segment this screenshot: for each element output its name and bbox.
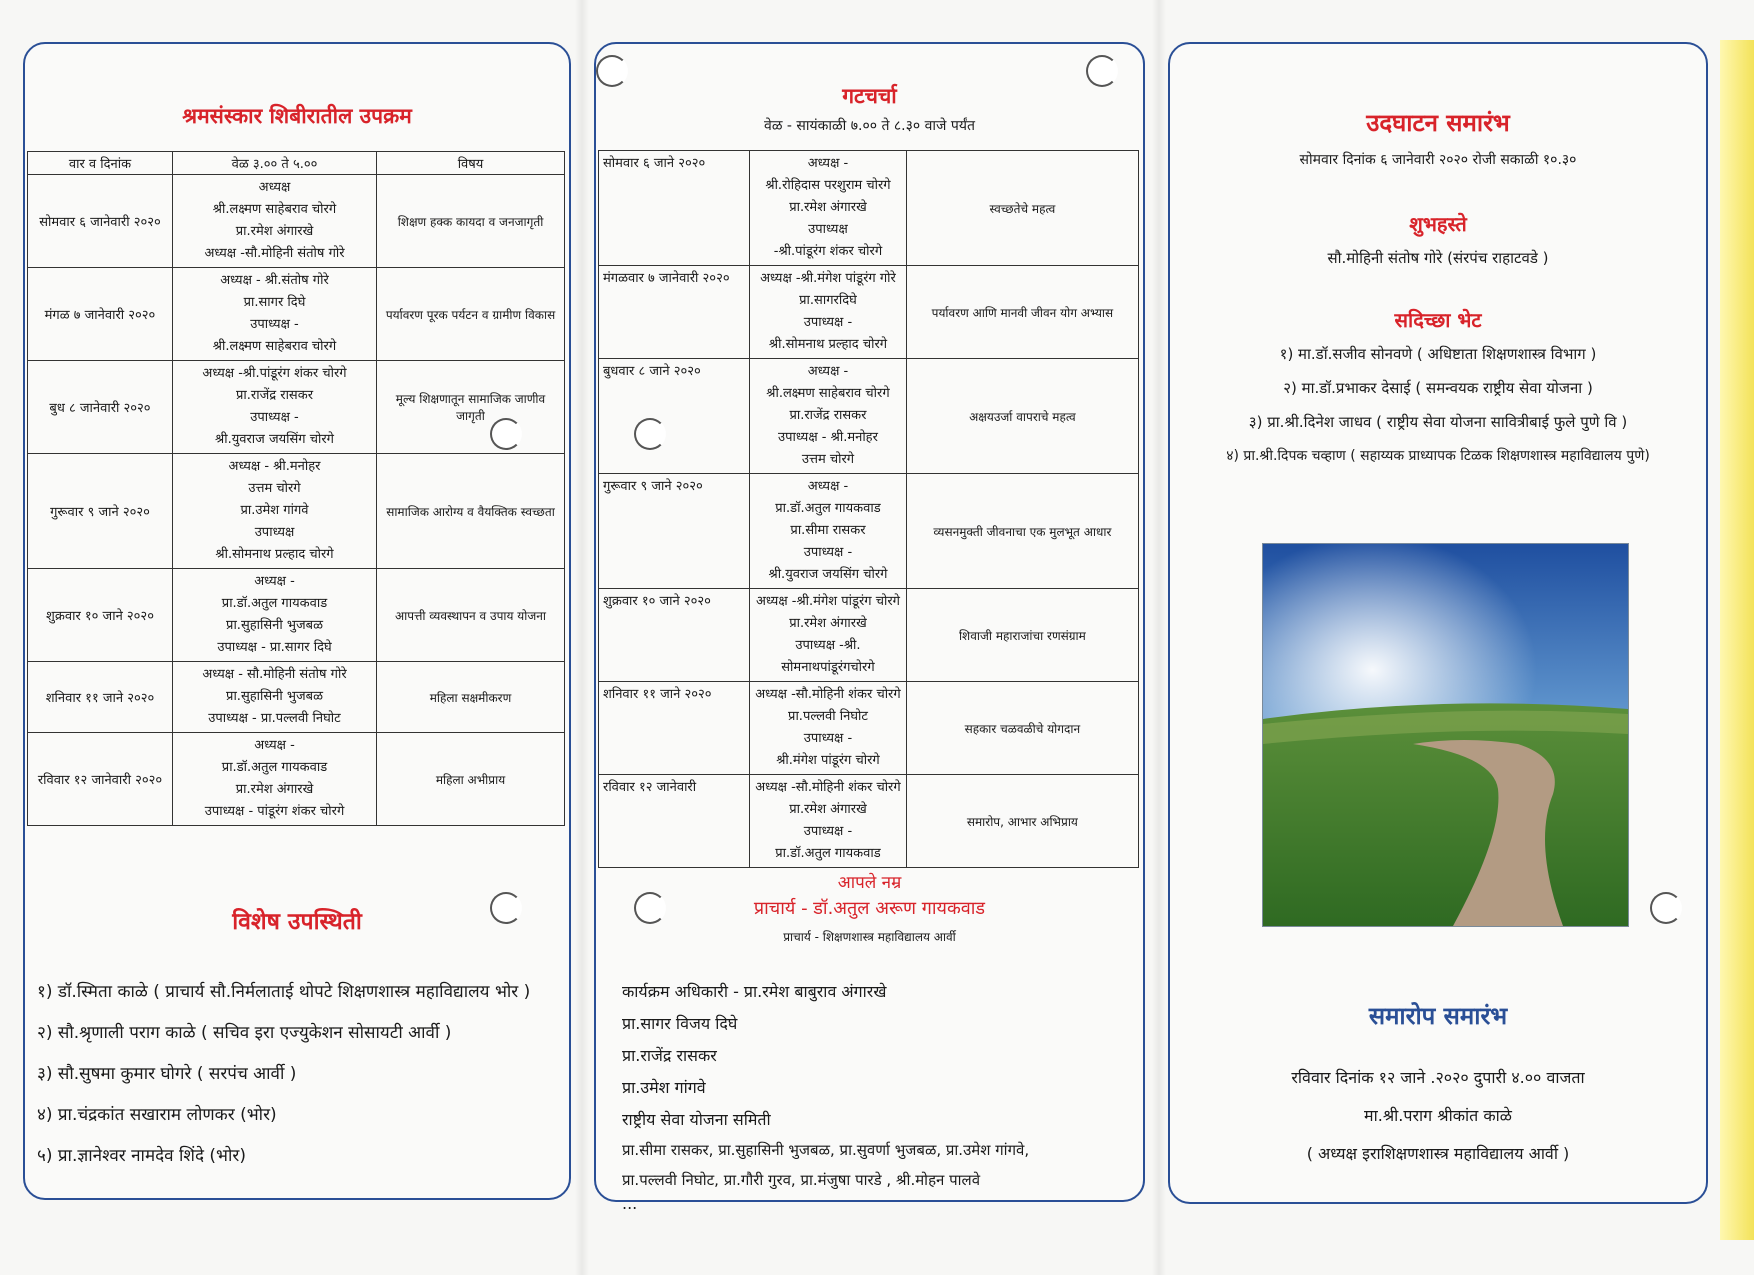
cell-people <box>172 175 376 268</box>
person-line: अध्यक्ष -श्री.मंगेश पांडूरंग गोरे <box>760 271 896 286</box>
special-item: ४) प्रा.चंद्रकांत सखाराम लोणकर (भोर) <box>37 1105 277 1125</box>
discussion-table-body <box>599 151 1139 868</box>
person-line: श्री.मंगेश पांडूरंग चोरगे <box>776 753 880 768</box>
officer-line: ... <box>622 1194 638 1213</box>
visit-item: ३) प्रा.श्री.दिनेश जाधव ( राष्ट्रीय सेवा योजना सावित्रीबाई फुले पुणे वि ) <box>1248 413 1628 431</box>
table-row <box>599 775 1139 868</box>
opening-when: सोमवार दिनांक ६ जानेवारी २०२० रोजी सकाळी १०.३० <box>1299 152 1577 168</box>
table-row <box>599 474 1139 589</box>
table-row <box>28 268 565 361</box>
person-line: -श्री.पांडूरंग शंकर चोरगे <box>773 244 883 259</box>
table-row <box>28 569 565 662</box>
table-row <box>28 454 565 569</box>
person-line: अध्यक्ष - श्री.मनोहर <box>228 459 321 474</box>
special-item: २) सौ.श्रृणाली पराग काळे ( सचिव इरा एज्युकेशन सोसायटी आर्वी ) <box>37 1023 452 1043</box>
special-list <box>37 979 530 1184</box>
officer-line: प्रा.राजेंद्र रासकर <box>622 1046 717 1065</box>
table-row <box>28 662 565 733</box>
punch-hole <box>1086 55 1118 87</box>
cell-day: शुक्रवार १० जाने २०२० <box>28 569 173 662</box>
punch-hole <box>596 55 628 87</box>
yellow-edge <box>1720 40 1754 1240</box>
cell-topic: व्यसनमुक्ती जीवनाचा एक मुलभूत आधार <box>906 474 1138 589</box>
cell-people <box>750 151 907 266</box>
person-line: सोमनाथपांडूरंगचोरगे <box>781 660 875 675</box>
person-line: उत्तम चोरगे <box>248 481 301 496</box>
panel-discussion <box>594 42 1145 1213</box>
person-line: प्रा.सीमा रासकर <box>790 523 866 538</box>
closing-role: ( अध्यक्ष इराशिक्षणशास्त्र महाविद्यालय आर्वी ) <box>1306 1144 1570 1163</box>
discussion-subtitle: वेळ - सायंकाळी ७.०० ते ८.३० वाजे पर्यंत <box>764 118 975 134</box>
hands-title: शुभहस्ते <box>1409 212 1467 236</box>
cell-day: मंगळ ७ जानेवारी २०२० <box>28 268 173 361</box>
person-line: प्रा.उमेश गांगवे <box>240 503 309 518</box>
person-line: उपाध्यक्ष <box>254 525 295 540</box>
cell-people <box>750 682 907 775</box>
cell-people <box>172 454 376 569</box>
person-line: प्रा.डॉ.अतुल गायकवाड <box>221 596 328 611</box>
person-line: प्रा.डॉ.अतुल गायकवाड <box>221 760 328 775</box>
closing-when: रविवार दिनांक १२ जाने .२०२० दुपारी ४.०० वाजता <box>1291 1068 1585 1087</box>
person-line: प्रा.रमेश अंगारखे <box>235 782 314 797</box>
cell-topic: पर्यावरण पूरक पर्यटन व ग्रामीण विकास <box>377 268 565 361</box>
officer-line: प्रा.सागर विजय दिघे <box>622 1014 738 1033</box>
cell-day: शनिवार ११ जाने २०२० <box>599 682 750 775</box>
person-line: उपाध्यक्ष - <box>803 545 853 560</box>
cell-topic: मूल्य शिक्षणातून सामाजिक जाणीव जागृती <box>377 361 565 454</box>
person-line: प्रा.सागर दिघे <box>243 295 306 310</box>
cell-people <box>750 775 907 868</box>
special-title: विशेष उपस्थिती <box>232 909 362 935</box>
col-header-topic: विषय <box>377 152 565 175</box>
opening-title: उदघाटन समारंभ <box>1366 109 1510 137</box>
table-row <box>28 733 565 826</box>
activities-title: श्रमसंस्कार शिबीरातील उपक्रम <box>182 104 412 128</box>
cell-topic: सहकार चळवळीचे योगदान <box>906 682 1138 775</box>
visit-title: सदिच्छा भेट <box>1394 308 1482 332</box>
person-line: प्रा.सुहासिनी भुजबळ <box>226 689 323 704</box>
person-line: उपाध्यक्ष - <box>250 410 299 425</box>
person-line: उपाध्यक्ष - श्री.मनोहर <box>778 430 878 445</box>
person-line: प्रा.सुहासिनी भुजबळ <box>226 618 323 633</box>
cell-topic: स्वच्छतेचे महत्व <box>906 151 1138 266</box>
person-line: उपाध्यक्ष - प्रा.सागर दिघे <box>217 640 332 655</box>
person-line: अध्यक्ष -सौ.मोहिनी शंकर चोरगे <box>755 780 901 795</box>
table-row <box>28 361 565 454</box>
person-line: श्री.लक्ष्मण साहेबराव चोरगे <box>212 202 337 217</box>
closing-info <box>1170 1066 1706 1164</box>
closing-title: समारोप समारंभ <box>1368 1002 1508 1030</box>
person-line: उपाध्यक्ष - <box>803 824 853 839</box>
cell-people <box>172 268 376 361</box>
fold-line-right <box>1152 0 1166 1275</box>
activities-table <box>27 151 565 826</box>
person-line: श्री.लक्ष्मण साहेबराव चोरगे <box>212 339 337 354</box>
hands-name: सौ.मोहिनी संतोष गोरे (संरपंच राहाटवडे ) <box>1327 249 1549 267</box>
special-item: १) डॉ.स्मिता काळे ( प्राचार्य सौ.निर्मलाताई थोपटे शिक्षणशास्त्र महाविद्यालय भोर ) <box>37 982 531 1002</box>
cell-people <box>750 359 907 474</box>
closing-chief: मा.श्री.पराग श्रीकांत काळे <box>1364 1106 1512 1125</box>
cell-day: रविवार १२ जानेवारी <box>599 775 750 868</box>
road-landscape-image <box>1262 543 1629 927</box>
sign-label: आपले नम्र <box>837 873 902 893</box>
person-line: श्री.सोमनाथ प्रल्हाद चोरगे <box>215 547 334 562</box>
table-row <box>599 266 1139 359</box>
person-line: उपाध्यक्ष - <box>250 317 299 332</box>
cell-day: शुक्रवार १० जाने २०२० <box>599 589 750 682</box>
officer-line: प्रा.पल्लवी निघोट, प्रा.गौरी गुरव, प्रा.मंजुषा पारडे , श्री.मोहन पालवे <box>622 1171 981 1189</box>
sign-name: प्राचार्य - डॉ.अतुल अरूण गायकवाड <box>753 898 986 919</box>
cell-topic: सामाजिक आरोग्य व वैयक्तिक स्वच्छता <box>377 454 565 569</box>
table-row <box>28 175 565 268</box>
table-row <box>599 151 1139 266</box>
cell-day: रविवार १२ जानेवारी २०२० <box>28 733 173 826</box>
person-line: श्री.सोमनाथ प्रल्हाद चोरगे <box>768 337 888 352</box>
person-line: प्रा.रमेश अंगारखे <box>789 802 867 817</box>
person-line: अध्यक्ष - सौ.मोहिनी संतोष गोरे <box>202 667 347 682</box>
punch-hole <box>1650 892 1682 924</box>
cell-topic: शिक्षण हक्क कायदा व जनजागृती <box>377 175 565 268</box>
cell-people <box>172 733 376 826</box>
punch-hole <box>490 418 522 450</box>
person-line: श्री.युवराज जयसिंग चोरगे <box>215 432 334 447</box>
person-line: प्रा.डॉ.अतुल गायकवाड <box>775 501 881 516</box>
person-line: अध्यक्ष - श्री.संतोष गोरे <box>220 273 329 288</box>
col-header-time: वेळ ३.०० ते ५.०० <box>172 152 376 175</box>
visit-item: १) मा.डॉ.सजीव सोनवणे ( अधिष्टाता शिक्षणशास्त्र विभाग ) <box>1279 345 1597 363</box>
activities-table-body <box>28 175 565 826</box>
cell-day: शनिवार ११ जाने २०२० <box>28 662 173 733</box>
table-row <box>599 589 1139 682</box>
person-line: प्रा.राजेंद्र रासकर <box>235 388 314 403</box>
cell-day: सोमवार ६ जानेवारी २०२० <box>28 175 173 268</box>
cell-topic: अक्षयउर्जा वापराचे महत्व <box>906 359 1138 474</box>
person-line: प्रा.रमेश अंगारखे <box>235 224 314 239</box>
cell-topic: महिला अभीप्राय <box>377 733 565 826</box>
person-line: उपाध्यक्ष - प्रा.पल्लवी निघोट <box>208 711 341 726</box>
person-line: उपाध्यक्ष -श्री. <box>795 638 861 653</box>
person-line: उपाध्यक्ष - <box>803 731 853 746</box>
cell-day: बुधवार ८ जाने २०२० <box>599 359 750 474</box>
special-item: ३) सौ.सुषमा कुमार घोगरे ( सरपंच आर्वी ) <box>37 1064 297 1084</box>
person-line: श्री.लक्ष्मण साहेबराव चोरगे <box>766 386 890 401</box>
person-line: अध्यक्ष <box>258 180 291 195</box>
sign-role: प्राचार्य - शिक्षणशास्त्र महाविद्यालय आर्वी <box>783 930 956 944</box>
person-line: प्रा.सागरदिघे <box>799 293 857 308</box>
person-line: उत्तम चोरगे <box>801 452 855 467</box>
person-line: श्री.युवराज जयसिंग चोरगे <box>768 567 888 582</box>
person-line: अध्यक्ष -सौ.मोहिनी शंकर चोरगे <box>755 687 901 702</box>
person-line: श्री.रोहिदास परशुराम चोरगे <box>765 178 891 193</box>
officer-line: राष्ट्रीय सेवा योजना समिती <box>622 1110 771 1129</box>
discussion-table <box>598 150 1139 868</box>
cell-topic: शिवाजी महाराजांचा रणसंग्राम <box>906 589 1138 682</box>
fold-line-left <box>575 0 589 1275</box>
cell-people <box>172 569 376 662</box>
person-line: अध्यक्ष -श्री.पांडूरंग शंकर चोरगे <box>202 366 347 381</box>
cell-people <box>750 266 907 359</box>
officers-list <box>622 980 1029 1213</box>
cell-day: मंगळवार ७ जानेवारी २०२० <box>599 266 750 359</box>
visit-item: ४) प्रा.श्री.दिपक चव्हाण ( सहाय्यक प्राध्यापक टिळक शिक्षणशास्त्र महाविद्यालय पुणे) <box>1226 448 1650 464</box>
special-item: ५) प्रा.ज्ञानेश्वर नामदेव शिंदे (भोर) <box>37 1146 246 1166</box>
punch-hole <box>634 418 666 450</box>
table-row <box>599 359 1139 474</box>
cell-topic: पर्यावरण आणि मानवी जीवन योग अभ्यास <box>906 266 1138 359</box>
officer-line: कार्यक्रम अधिकारी - प्रा.रमेश बाबुराव अंगारखे <box>622 982 887 1001</box>
cell-topic: समारोप, आभार अभिप्राय <box>906 775 1138 868</box>
cell-topic: आपत्ती व्यवस्थापन व उपाय योजना <box>377 569 565 662</box>
cell-people <box>172 361 376 454</box>
punch-hole <box>490 892 522 924</box>
person-line: उपाध्यक्ष <box>808 222 848 237</box>
person-line: उपाध्यक्ष - पांडूरंग शंकर चोरगे <box>204 804 345 819</box>
punch-hole <box>634 892 666 924</box>
person-line: उपाध्यक्ष - <box>803 315 853 330</box>
person-line: अध्यक्ष - <box>254 574 295 589</box>
person-line: प्रा.रमेश अंगारखे <box>789 200 867 215</box>
officer-line: प्रा.सीमा रासकर, प्रा.सुहासिनी भुजबळ, प्रा.सुवर्णा भुजबळ, प्रा.उमेश गांगवे, <box>622 1141 1030 1159</box>
cell-people <box>750 474 907 589</box>
person-line: प्रा.डॉ.अतुल गायकवाड <box>775 846 881 861</box>
visit-item: २) मा.डॉ.प्रभाकर देसाई ( समन्वयक राष्ट्रीय सेवा योजना ) <box>1283 379 1593 397</box>
visit-list <box>1170 344 1706 465</box>
cell-day: बुध ८ जानेवारी २०२० <box>28 361 173 454</box>
person-line: अध्यक्ष -सौ.मोहिनी संतोष गोरे <box>204 246 345 261</box>
road-landscape-graphic <box>1263 544 1628 926</box>
person-line: अध्यक्ष -श्री.मंगेश पांडूरंग चोरगे <box>755 594 900 609</box>
cell-day: गुरूवार ९ जाने २०२० <box>599 474 750 589</box>
panel-activities <box>23 42 571 1200</box>
person-line: अध्यक्ष - <box>254 738 295 753</box>
discussion-title: गटचर्चा <box>842 84 897 108</box>
person-line: अध्यक्ष - <box>807 479 849 494</box>
officer-line: प्रा.उमेश गांगवे <box>622 1078 706 1097</box>
cell-day: सोमवार ६ जाने २०२० <box>599 151 750 266</box>
cell-day: गुरूवार ९ जाने २०२० <box>28 454 173 569</box>
table-row <box>599 682 1139 775</box>
person-line: प्रा.पल्लवी निघोट <box>788 709 868 724</box>
cell-people <box>750 589 907 682</box>
cell-people <box>172 662 376 733</box>
person-line: प्रा.रमेश अंगारखे <box>789 616 867 631</box>
cell-topic: महिला सक्षमीकरण <box>377 662 565 733</box>
person-line: अध्यक्ष - <box>807 364 849 379</box>
person-line: अध्यक्ष - <box>807 156 849 171</box>
person-line: प्रा.राजेंद्र रासकर <box>789 408 867 423</box>
col-header-day: वार व दिनांक <box>28 152 173 175</box>
